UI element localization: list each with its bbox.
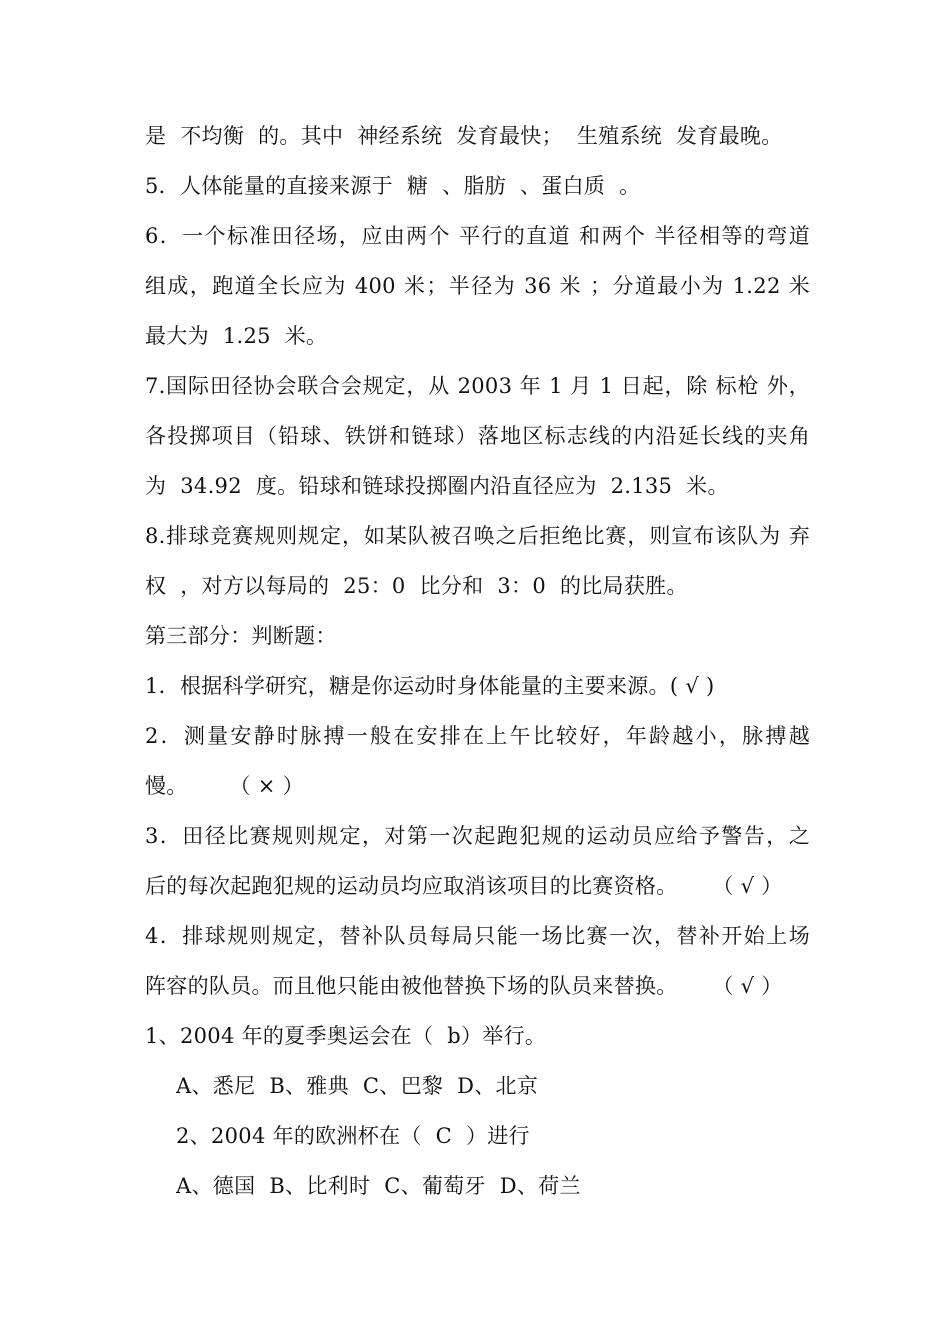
- text-line-tf3-b: 后的每次起跑犯规的运动员均应取消该项目的比赛资格。 （ √ ）: [145, 874, 783, 898]
- text-line-tf1: 1．根据科学研究，糖是你运动时身体能量的主要来源。( √ ): [145, 674, 715, 698]
- text-line-q6-c: 最大为 1.25 米。: [145, 324, 328, 348]
- text-line-mc2-options: A、德国 B、比利时 C、葡萄牙 D、荷兰: [176, 1174, 581, 1198]
- text-line-q7-c: 为 34.92 度。铅球和链球投掷圈内沿直径应为 2.135 米。: [145, 474, 729, 498]
- text-line-q7-b: 各投掷项目（铅球、铁饼和链球）落地区标志线的内沿延长线的夹角: [145, 424, 810, 448]
- text-line-tf4-a: 4．排球规则规定，替补队员每局只能一场比赛一次，替补开始上场: [145, 924, 810, 948]
- text-line-q6-a: 6．一个标准田径场，应由两个 平行的直道 和两个 半径相等的弯道: [145, 224, 810, 248]
- section-heading-part3: 第三部分：判断题：: [145, 624, 337, 648]
- text-line-q7-a: 7.国际田径协会联合会规定，从 2003 年 1 月 1 日起，除 标枪 外，: [145, 374, 810, 398]
- text-line-mc2: 2、2004 年的欧洲杯在（ C ）进行: [176, 1124, 530, 1148]
- text-line-tf4-b: 阵容的队员。而且他只能由被他替换下场的队员来替换。 （ √ ）: [145, 974, 783, 998]
- text-line-tf2-b: 慢。 （ × ）: [145, 774, 304, 798]
- text-line-tf2-a: 2．测量安静时脉搏一般在安排在上午比较好，年龄越小，脉搏越: [145, 724, 810, 748]
- text-line-growth: 是 不均衡 的。其中 神经系统 发育最快； 生殖系统 发育最晚。: [145, 124, 783, 148]
- text-line-mc1: 1、2004 年的夏季奥运会在（ b）举行。: [145, 1024, 547, 1048]
- text-line-q5: 5．人体能量的直接来源于 糖 、脂肪 、蛋白质 。: [145, 174, 641, 198]
- text-line-tf3-a: 3．田径比赛规则规定，对第一次起跑犯规的运动员应给予警告，之: [145, 824, 810, 848]
- text-line-q8-a: 8.排球竞赛规则规定，如某队被召唤之后拒绝比赛，则宣布该队为 弃: [145, 524, 810, 548]
- text-line-q6-b: 组成，跑道全长应为 400 米；半径为 36 米 ；分道最小为 1.22 米: [145, 274, 810, 298]
- text-line-q8-b: 权 ，对方以每局的 25：0 比分和 3：0 的比局获胜。: [145, 574, 688, 598]
- text-line-mc1-options: A、悉尼 B、雅典 C、巴黎 D、北京: [176, 1074, 539, 1098]
